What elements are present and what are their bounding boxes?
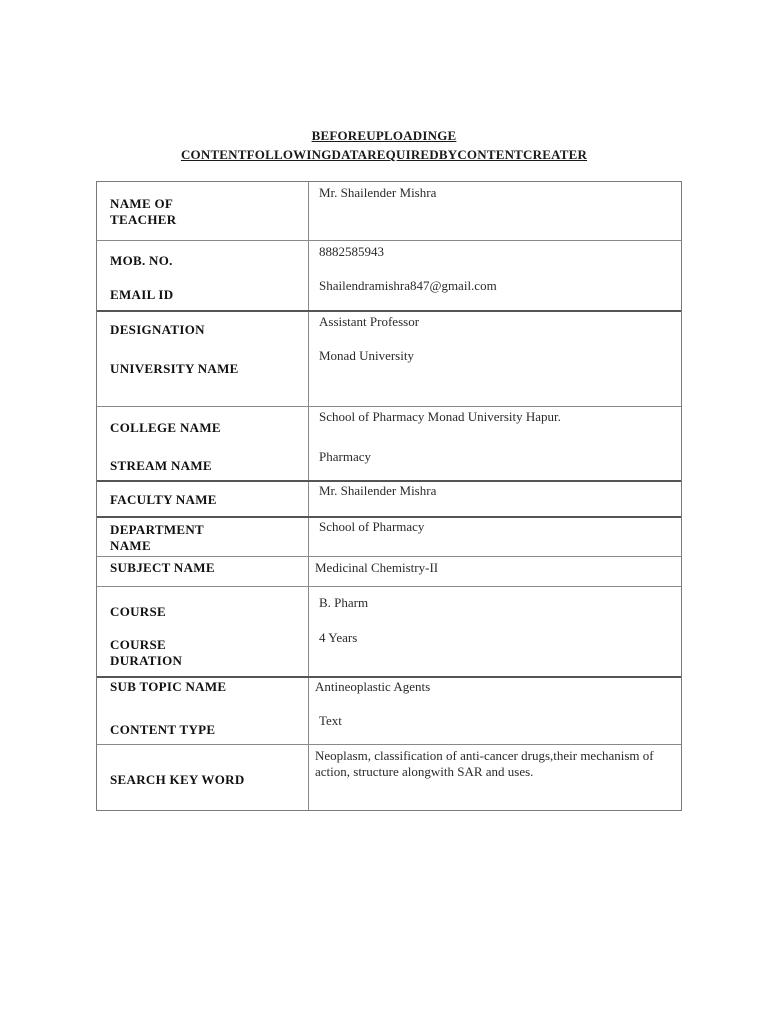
label-college-name: COLLEGE NAME (110, 420, 221, 435)
value-college-name: School of Pharmacy Monad University Hapur. (319, 409, 561, 424)
value-university-name: Monad University (319, 348, 414, 363)
value-department-name: School of Pharmacy (319, 519, 425, 534)
label-sub-topic-name: SUB TOPIC NAME (110, 679, 227, 694)
label-search-key-word: SEARCH KEY WORD (110, 772, 245, 787)
row-divider (97, 516, 681, 518)
content-creator-form-table (96, 181, 682, 811)
value-search-key-word: Neoplasm, classification of anti-cancer drugs,their mechanism of action, structure alongwith SAR and uses. (315, 748, 654, 779)
document-title-line-1: BEFOREUPLOADINGE (311, 128, 457, 143)
label-mobile-number: MOB. NO. (110, 253, 173, 268)
value-designation: Assistant Professor (319, 314, 420, 329)
value-stream-name: Pharmacy (319, 449, 371, 464)
label-content-type: CONTENT TYPE (110, 722, 216, 737)
row-divider (97, 586, 681, 587)
row-divider (97, 744, 681, 745)
value-faculty-name: Mr. Shailender Mishra (319, 483, 437, 498)
label-designation: DESIGNATION (110, 322, 205, 337)
row-divider (97, 556, 681, 557)
value-name-of-teacher: Mr. Shailender Mishra (319, 185, 437, 200)
label-email-id: EMAIL ID (110, 287, 174, 302)
row-divider (97, 310, 681, 312)
label-course-duration: COURSE DURATION (110, 637, 183, 668)
value-content-type: Text (319, 713, 342, 728)
label-course: COURSE (110, 604, 166, 619)
value-sub-topic-name: Antineoplastic Agents (315, 679, 431, 694)
label-faculty-name: FACULTY NAME (110, 492, 217, 507)
value-course-duration: 4 Years (319, 630, 358, 645)
row-divider (97, 480, 681, 482)
label-name-of-teacher: NAME OF TEACHER (110, 196, 177, 227)
row-divider (97, 676, 681, 678)
value-subject-name: Medicinal Chemistry-II (315, 560, 439, 575)
label-department-name: DEPARTMENT NAME (110, 522, 204, 553)
label-university-name: UNIVERSITY NAME (110, 361, 239, 376)
row-divider (97, 406, 681, 407)
document-title-line-2: CONTENTFOLLOWINGDATAREQUIREDBYCONTENTCREATER (180, 147, 588, 162)
label-subject-name: SUBJECT NAME (110, 560, 215, 575)
value-mobile-number: 8882585943 (319, 244, 384, 259)
label-stream-name: STREAM NAME (110, 458, 212, 473)
row-divider (97, 240, 681, 241)
value-course: B. Pharm (319, 595, 369, 610)
column-divider (308, 182, 309, 810)
value-email-id: Shailendramishra847@gmail.com (319, 278, 497, 293)
